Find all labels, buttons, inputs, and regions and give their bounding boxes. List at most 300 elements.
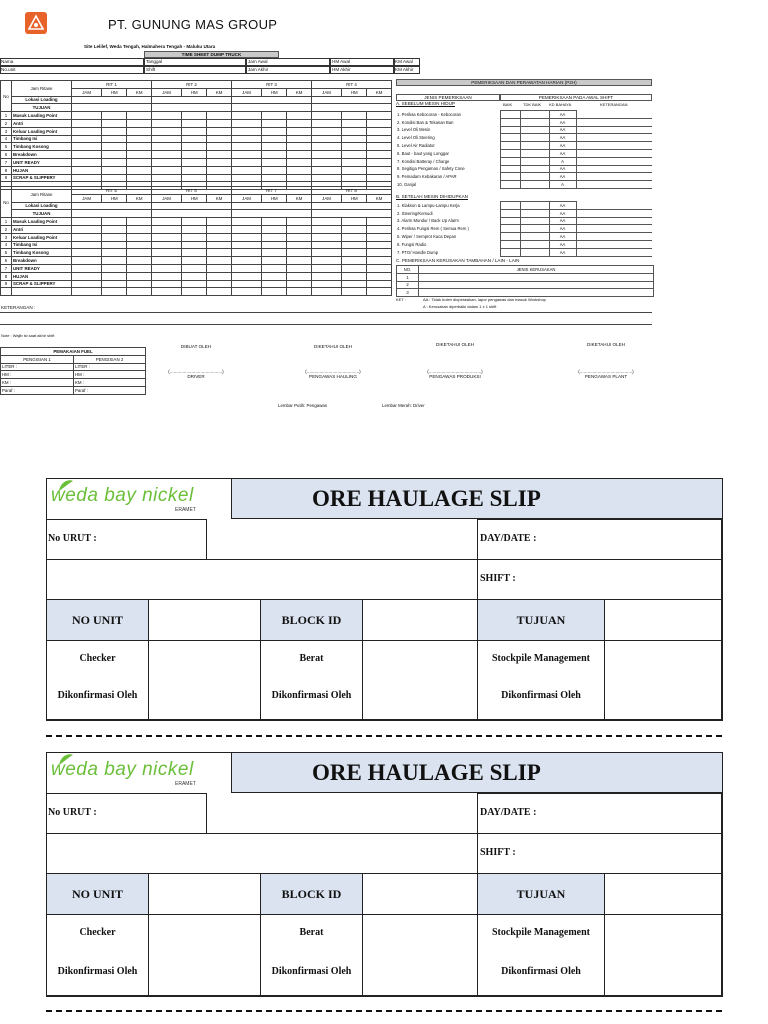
time-cell[interactable] — [311, 112, 341, 120]
time-cell[interactable] — [127, 280, 152, 288]
time-cell[interactable] — [127, 288, 152, 296]
time-cell[interactable] — [102, 233, 127, 241]
time-cell[interactable] — [311, 233, 341, 241]
time-cell[interactable] — [102, 158, 127, 166]
time-cell[interactable] — [342, 225, 367, 233]
time-cell[interactable] — [151, 158, 181, 166]
no-urut-field[interactable] — [46, 793, 207, 834]
time-cell[interactable] — [231, 280, 261, 288]
time-cell[interactable] — [287, 241, 312, 249]
time-cell[interactable] — [72, 166, 102, 174]
time-cell[interactable] — [182, 264, 207, 272]
time-cell[interactable] — [102, 166, 127, 174]
time-cell[interactable] — [231, 119, 261, 127]
time-cell[interactable] — [72, 280, 102, 288]
tdk-baik-checkbox[interactable] — [520, 202, 549, 210]
baik-checkbox[interactable] — [500, 126, 520, 134]
keterangan-cell[interactable] — [576, 209, 652, 217]
time-cell[interactable] — [342, 233, 367, 241]
time-cell[interactable] — [182, 249, 207, 257]
time-cell[interactable] — [262, 166, 287, 174]
time-cell[interactable] — [367, 119, 392, 127]
time-cell[interactable] — [287, 127, 312, 135]
time-cell[interactable] — [262, 158, 287, 166]
time-cell[interactable] — [311, 280, 341, 288]
time-cell[interactable] — [342, 257, 367, 265]
time-cell[interactable] — [231, 218, 261, 226]
time-cell[interactable] — [127, 174, 152, 182]
time-cell[interactable] — [367, 233, 392, 241]
time-cell[interactable] — [72, 127, 102, 135]
time-cell[interactable] — [367, 288, 392, 296]
time-cell[interactable] — [102, 151, 127, 159]
time-cell[interactable] — [311, 151, 341, 159]
keterangan-cell[interactable] — [576, 202, 652, 210]
time-cell[interactable] — [311, 166, 341, 174]
time-cell[interactable] — [311, 174, 341, 182]
tdk-baik-checkbox[interactable] — [520, 134, 549, 142]
time-cell[interactable] — [207, 166, 232, 174]
tdk-baik-checkbox[interactable] — [520, 217, 549, 225]
time-cell[interactable] — [151, 119, 181, 127]
time-cell[interactable] — [262, 135, 287, 143]
time-cell[interactable] — [182, 225, 207, 233]
time-cell[interactable] — [207, 249, 232, 257]
keterangan-cell[interactable] — [576, 157, 652, 165]
no-unit-input[interactable] — [148, 599, 261, 641]
baik-checkbox[interactable] — [500, 149, 520, 157]
time-cell[interactable] — [231, 151, 261, 159]
stockpile-sign[interactable] — [604, 640, 723, 721]
time-cell[interactable] — [231, 288, 261, 296]
time-cell[interactable] — [287, 112, 312, 120]
tdk-baik-checkbox[interactable] — [520, 209, 549, 217]
time-cell[interactable] — [127, 272, 152, 280]
time-cell[interactable] — [287, 151, 312, 159]
checker-sign[interactable] — [148, 914, 261, 997]
time-cell[interactable] — [102, 225, 127, 233]
time-cell[interactable] — [72, 119, 102, 127]
time-cell[interactable] — [182, 135, 207, 143]
time-cell[interactable] — [72, 257, 102, 265]
time-cell[interactable] — [207, 158, 232, 166]
time-cell[interactable] — [262, 272, 287, 280]
time-cell[interactable] — [127, 249, 152, 257]
time-cell[interactable] — [72, 151, 102, 159]
time-cell[interactable] — [367, 158, 392, 166]
time-cell[interactable] — [287, 264, 312, 272]
time-cell[interactable] — [182, 174, 207, 182]
time-cell[interactable] — [367, 272, 392, 280]
no-unit-input[interactable] — [148, 873, 261, 915]
time-cell[interactable] — [182, 218, 207, 226]
time-cell[interactable] — [207, 225, 232, 233]
time-cell[interactable] — [367, 241, 392, 249]
tdk-baik-checkbox[interactable] — [520, 142, 549, 150]
time-cell[interactable] — [182, 127, 207, 135]
baik-checkbox[interactable] — [500, 225, 520, 233]
time-cell[interactable] — [182, 112, 207, 120]
time-cell[interactable] — [102, 174, 127, 182]
time-cell[interactable] — [231, 272, 261, 280]
keterangan-cell[interactable] — [576, 165, 652, 173]
time-cell[interactable] — [287, 288, 312, 296]
time-cell[interactable] — [151, 264, 181, 272]
kerusakan-row-no: 1 — [397, 273, 419, 281]
keterangan-cell[interactable] — [576, 118, 652, 126]
time-cell[interactable] — [231, 127, 261, 135]
time-cell[interactable] — [342, 264, 367, 272]
time-cell[interactable] — [151, 225, 181, 233]
time-cell[interactable] — [72, 264, 102, 272]
block-id-input[interactable] — [362, 873, 478, 915]
time-cell[interactable] — [231, 174, 261, 182]
baik-checkbox[interactable] — [500, 240, 520, 248]
time-cell[interactable] — [151, 135, 181, 143]
keterangan-cell[interactable] — [576, 248, 652, 256]
time-cell[interactable] — [287, 249, 312, 257]
time-cell[interactable] — [72, 158, 102, 166]
time-cell[interactable] — [342, 119, 367, 127]
keterangan-cell[interactable] — [576, 111, 652, 119]
tdk-baik-checkbox[interactable] — [520, 111, 549, 119]
keterangan-cell[interactable] — [576, 142, 652, 150]
time-cell[interactable] — [311, 249, 341, 257]
time-cell[interactable] — [127, 218, 152, 226]
time-cell[interactable] — [262, 249, 287, 257]
time-cell[interactable] — [102, 127, 127, 135]
time-cell[interactable] — [182, 151, 207, 159]
time-cell[interactable] — [102, 280, 127, 288]
time-cell[interactable] — [262, 264, 287, 272]
time-cell[interactable] — [127, 233, 152, 241]
time-cell[interactable] — [231, 233, 261, 241]
time-cell[interactable] — [207, 233, 232, 241]
time-cell[interactable] — [207, 264, 232, 272]
time-cell[interactable] — [342, 166, 367, 174]
time-cell[interactable] — [287, 272, 312, 280]
time-cell[interactable] — [182, 233, 207, 241]
time-cell[interactable] — [102, 288, 127, 296]
time-cell[interactable] — [287, 233, 312, 241]
time-cell[interactable] — [231, 166, 261, 174]
time-cell[interactable] — [207, 143, 232, 151]
time-cell[interactable] — [72, 225, 102, 233]
time-cell[interactable] — [207, 135, 232, 143]
time-cell[interactable] — [182, 119, 207, 127]
time-cell[interactable] — [151, 174, 181, 182]
time-cell[interactable] — [311, 127, 341, 135]
keterangan-cell[interactable] — [576, 149, 652, 157]
time-cell[interactable] — [367, 127, 392, 135]
time-cell[interactable] — [287, 166, 312, 174]
time-cell[interactable] — [207, 174, 232, 182]
checker-sign[interactable] — [148, 640, 261, 721]
time-cell[interactable] — [367, 257, 392, 265]
time-cell[interactable] — [262, 174, 287, 182]
baik-checkbox[interactable] — [500, 142, 520, 150]
time-cell[interactable] — [182, 158, 207, 166]
time-cell[interactable] — [262, 143, 287, 151]
time-cell[interactable] — [231, 112, 261, 120]
time-cell[interactable] — [367, 218, 392, 226]
time-cell[interactable] — [72, 272, 102, 280]
time-cell[interactable] — [231, 241, 261, 249]
time-cell[interactable] — [182, 272, 207, 280]
time-cell[interactable] — [207, 127, 232, 135]
time-cell[interactable] — [367, 143, 392, 151]
time-cell[interactable] — [72, 249, 102, 257]
tujuan-input[interactable] — [604, 599, 723, 641]
baik-checkbox[interactable] — [500, 248, 520, 256]
time-cell[interactable] — [342, 249, 367, 257]
time-cell[interactable] — [367, 135, 392, 143]
time-cell[interactable] — [207, 112, 232, 120]
keterangan-cell[interactable] — [576, 126, 652, 134]
time-cell[interactable] — [367, 249, 392, 257]
tdk-baik-checkbox[interactable] — [520, 126, 549, 134]
time-cell[interactable] — [127, 166, 152, 174]
tdk-baik-checkbox[interactable] — [520, 233, 549, 241]
time-cell[interactable] — [151, 241, 181, 249]
keterangan-cell[interactable] — [576, 173, 652, 181]
day-date-field[interactable] — [477, 519, 723, 560]
baik-checkbox[interactable] — [500, 202, 520, 210]
time-cell[interactable] — [102, 112, 127, 120]
tdk-baik-checkbox[interactable] — [520, 118, 549, 126]
shift-field[interactable] — [477, 559, 723, 600]
time-cell[interactable] — [151, 151, 181, 159]
time-cell[interactable] — [207, 257, 232, 265]
time-cell[interactable] — [311, 158, 341, 166]
time-cell[interactable] — [127, 151, 152, 159]
time-cell[interactable] — [311, 241, 341, 249]
time-cell[interactable] — [151, 249, 181, 257]
time-cell[interactable] — [287, 158, 312, 166]
time-cell[interactable] — [151, 218, 181, 226]
time-cell[interactable] — [342, 127, 367, 135]
tdk-baik-checkbox[interactable] — [520, 248, 549, 256]
time-cell[interactable] — [367, 225, 392, 233]
time-cell[interactable] — [367, 112, 392, 120]
time-cell[interactable] — [367, 174, 392, 182]
time-cell[interactable] — [127, 127, 152, 135]
baik-checkbox[interactable] — [500, 111, 520, 119]
time-cell[interactable] — [182, 288, 207, 296]
time-cell[interactable] — [231, 143, 261, 151]
time-cell[interactable] — [311, 135, 341, 143]
time-cell[interactable] — [207, 272, 232, 280]
time-cell[interactable] — [342, 158, 367, 166]
time-cell[interactable] — [231, 225, 261, 233]
time-cell[interactable] — [72, 143, 102, 151]
tdk-baik-checkbox[interactable] — [520, 149, 549, 157]
time-cell[interactable] — [262, 225, 287, 233]
time-cell[interactable] — [287, 135, 312, 143]
berat-sign[interactable] — [362, 640, 478, 721]
time-cell[interactable] — [72, 218, 102, 226]
time-cell[interactable] — [72, 288, 102, 296]
time-cell[interactable] — [262, 127, 287, 135]
time-cell[interactable] — [262, 112, 287, 120]
baik-checkbox[interactable] — [500, 181, 520, 189]
baik-checkbox[interactable] — [500, 165, 520, 173]
time-cell[interactable] — [311, 272, 341, 280]
time-cell[interactable] — [182, 143, 207, 151]
time-cell[interactable] — [287, 218, 312, 226]
tdk-baik-checkbox[interactable] — [520, 225, 549, 233]
keterangan-cell[interactable] — [576, 240, 652, 248]
time-cell[interactable] — [311, 288, 341, 296]
time-cell[interactable] — [311, 143, 341, 151]
time-cell[interactable] — [72, 135, 102, 143]
time-cell[interactable] — [102, 119, 127, 127]
no-unit-header: NO UNIT — [46, 873, 149, 915]
time-cell[interactable] — [231, 249, 261, 257]
time-cell[interactable] — [231, 135, 261, 143]
info-block — [0, 58, 420, 74]
time-cell[interactable] — [262, 119, 287, 127]
baik-checkbox[interactable] — [500, 233, 520, 241]
time-cell[interactable] — [231, 264, 261, 272]
time-cell[interactable] — [262, 241, 287, 249]
time-cell[interactable] — [102, 135, 127, 143]
time-cell[interactable] — [311, 218, 341, 226]
time-cell[interactable] — [182, 166, 207, 174]
time-cell[interactable] — [311, 264, 341, 272]
time-cell[interactable] — [102, 272, 127, 280]
block-id-input[interactable] — [362, 599, 478, 641]
time-cell[interactable] — [262, 288, 287, 296]
keterangan-cell[interactable] — [576, 134, 652, 142]
tdk-baik-checkbox[interactable] — [520, 173, 549, 181]
time-cell[interactable] — [287, 174, 312, 182]
time-cell[interactable] — [342, 218, 367, 226]
time-cell[interactable] — [231, 257, 261, 265]
time-cell[interactable] — [151, 166, 181, 174]
time-cell[interactable] — [311, 119, 341, 127]
time-cell[interactable] — [102, 264, 127, 272]
no-urut-field[interactable] — [46, 519, 207, 560]
stockpile-sign[interactable] — [604, 914, 723, 997]
keterangan-cell[interactable] — [576, 233, 652, 241]
time-cell[interactable] — [182, 280, 207, 288]
time-cell[interactable] — [262, 257, 287, 265]
baik-checkbox[interactable] — [500, 217, 520, 225]
time-cell[interactable] — [127, 264, 152, 272]
time-cell[interactable] — [151, 272, 181, 280]
berat-sign[interactable] — [362, 914, 478, 997]
baik-checkbox[interactable] — [500, 134, 520, 142]
baik-checkbox[interactable] — [500, 157, 520, 165]
time-cell[interactable] — [311, 257, 341, 265]
baik-checkbox[interactable] — [500, 209, 520, 217]
time-cell[interactable] — [127, 225, 152, 233]
time-cell[interactable] — [342, 135, 367, 143]
tdk-baik-checkbox[interactable] — [520, 240, 549, 248]
time-cell[interactable] — [342, 112, 367, 120]
tdk-baik-checkbox[interactable] — [520, 157, 549, 165]
time-cell[interactable] — [72, 241, 102, 249]
time-cell[interactable] — [151, 280, 181, 288]
tdk-baik-checkbox[interactable] — [520, 165, 549, 173]
time-cell[interactable] — [127, 119, 152, 127]
time-cell[interactable] — [207, 288, 232, 296]
time-cell[interactable] — [287, 119, 312, 127]
keterangan-cell[interactable] — [576, 181, 652, 189]
time-cell[interactable] — [102, 218, 127, 226]
time-cell[interactable] — [102, 143, 127, 151]
time-cell[interactable] — [72, 112, 102, 120]
time-cell[interactable] — [342, 288, 367, 296]
time-cell[interactable] — [72, 233, 102, 241]
time-cell[interactable] — [262, 233, 287, 241]
time-cell[interactable] — [287, 143, 312, 151]
time-cell[interactable] — [102, 249, 127, 257]
time-cell[interactable] — [151, 288, 181, 296]
time-cell[interactable] — [231, 158, 261, 166]
keterangan-cell[interactable] — [576, 217, 652, 225]
time-cell[interactable] — [102, 257, 127, 265]
baik-checkbox[interactable] — [500, 173, 520, 181]
time-cell[interactable] — [342, 143, 367, 151]
time-cell[interactable] — [127, 112, 152, 120]
time-cell[interactable] — [72, 174, 102, 182]
time-cell[interactable] — [151, 257, 181, 265]
time-cell[interactable] — [151, 143, 181, 151]
time-cell[interactable] — [151, 233, 181, 241]
time-cell[interactable] — [102, 241, 127, 249]
time-cell[interactable] — [151, 127, 181, 135]
time-cell[interactable] — [342, 151, 367, 159]
time-cell[interactable] — [127, 257, 152, 265]
time-cell[interactable] — [127, 135, 152, 143]
time-cell[interactable] — [182, 257, 207, 265]
time-cell[interactable] — [207, 280, 232, 288]
time-cell[interactable] — [287, 225, 312, 233]
time-cell[interactable] — [182, 241, 207, 249]
time-cell[interactable] — [287, 257, 312, 265]
keterangan-cell[interactable] — [576, 225, 652, 233]
tujuan-input[interactable] — [604, 873, 723, 915]
time-cell[interactable] — [367, 166, 392, 174]
baik-checkbox[interactable] — [500, 118, 520, 126]
time-cell[interactable] — [262, 280, 287, 288]
time-cell[interactable] — [367, 264, 392, 272]
tdk-baik-checkbox[interactable] — [520, 181, 549, 189]
shift-field[interactable] — [477, 833, 723, 874]
time-cell[interactable] — [342, 174, 367, 182]
time-cell[interactable] — [127, 143, 152, 151]
time-cell[interactable] — [342, 272, 367, 280]
time-cell[interactable] — [127, 241, 152, 249]
time-cell[interactable] — [342, 241, 367, 249]
time-cell[interactable] — [262, 151, 287, 159]
time-cell[interactable] — [207, 119, 232, 127]
time-cell[interactable] — [287, 280, 312, 288]
time-cell[interactable] — [367, 280, 392, 288]
time-cell[interactable] — [207, 151, 232, 159]
time-cell[interactable] — [262, 218, 287, 226]
time-cell[interactable] — [127, 158, 152, 166]
time-cell[interactable] — [151, 112, 181, 120]
time-cell[interactable] — [367, 151, 392, 159]
day-date-field[interactable] — [477, 793, 723, 834]
time-cell[interactable] — [342, 280, 367, 288]
time-cell[interactable] — [207, 241, 232, 249]
time-cell[interactable] — [207, 218, 232, 226]
time-cell[interactable] — [311, 225, 341, 233]
